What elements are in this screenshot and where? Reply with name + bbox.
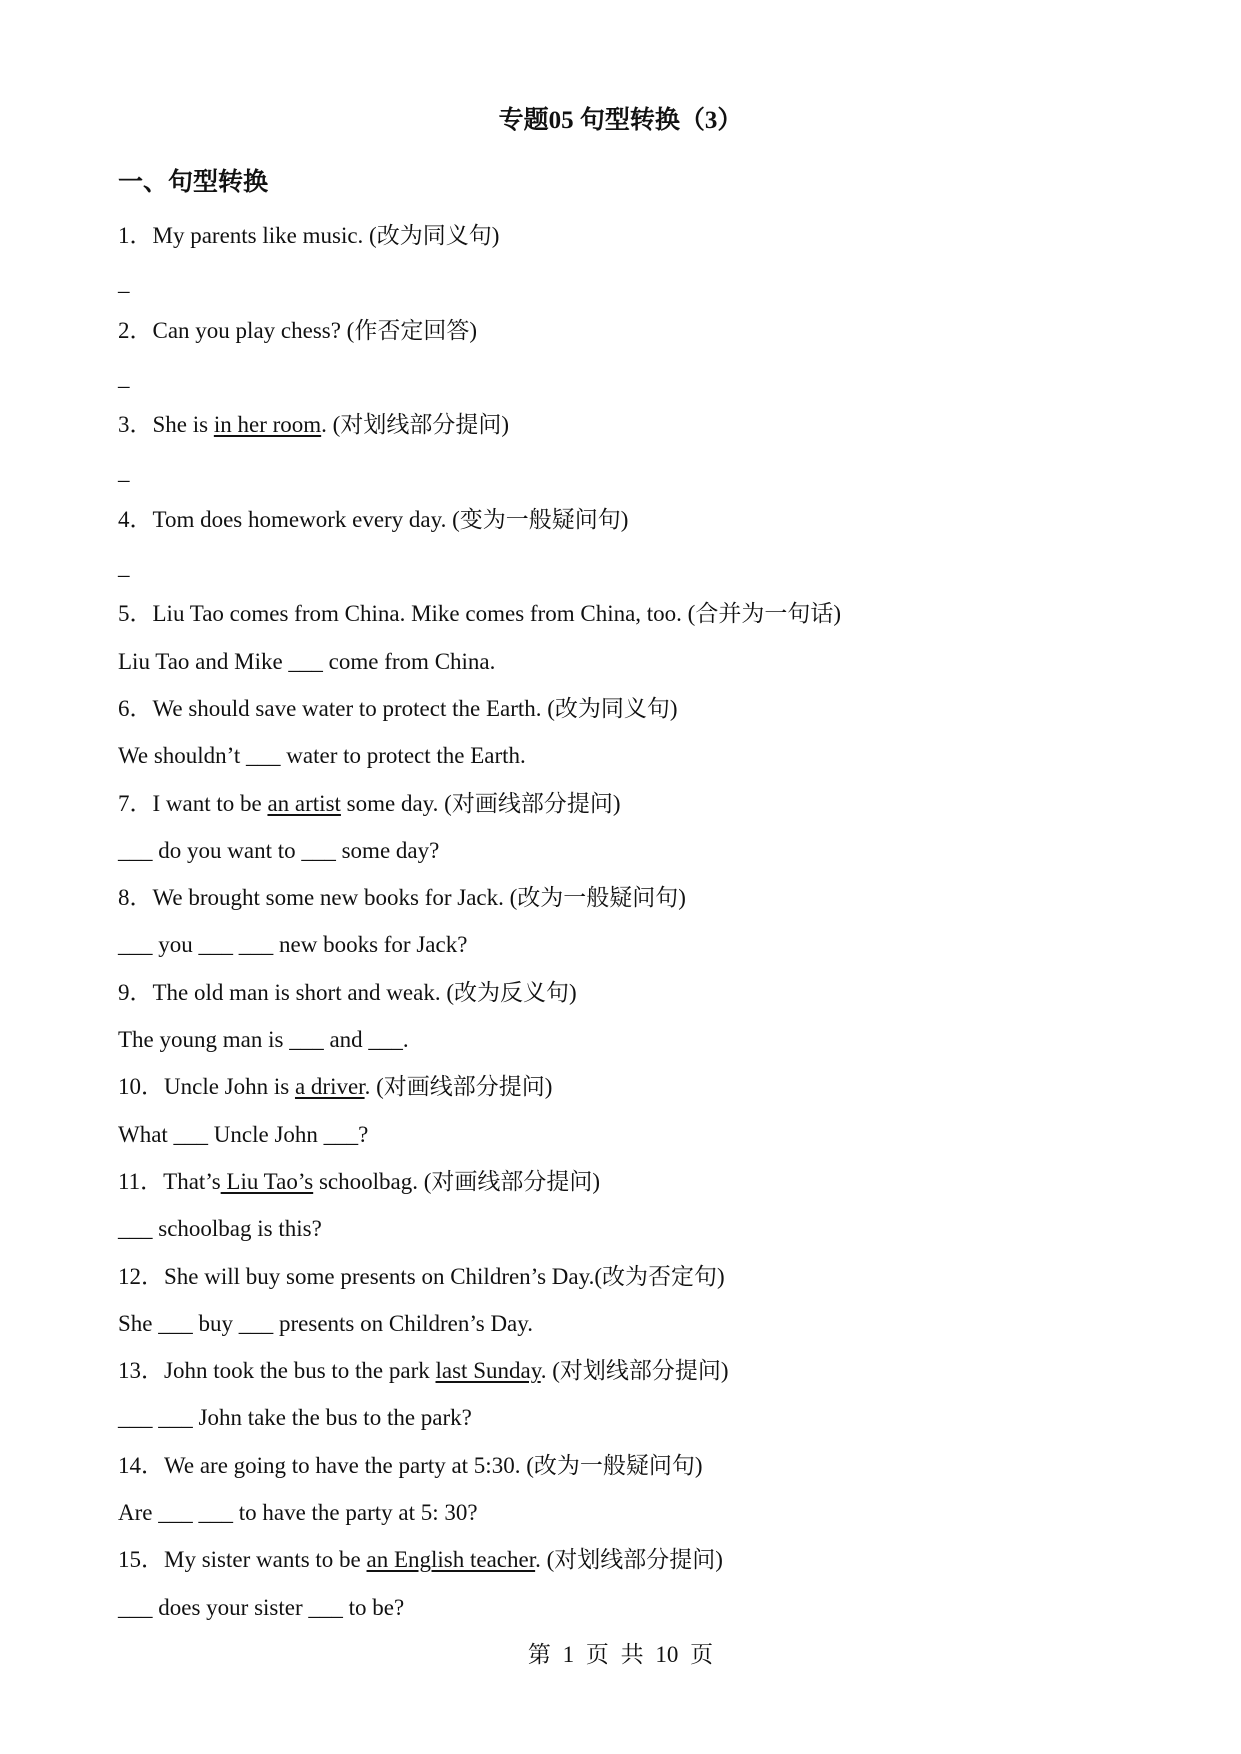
answer-sentence: The young man is ___ and ___. xyxy=(118,1027,409,1053)
question-text: Uncle John is xyxy=(164,1074,295,1100)
page-footer: 第 1 页 共 10 页 xyxy=(527,1642,714,1667)
question-number: 8． xyxy=(118,885,153,911)
question-4 xyxy=(118,496,1128,543)
question-text: She is xyxy=(152,412,214,438)
question-number: 1． xyxy=(118,223,153,248)
question-text: My sister wants to be xyxy=(164,1547,367,1573)
question-6 xyxy=(118,685,1128,732)
question-list xyxy=(118,212,1128,1631)
answer-sentence: ___ do you want to ___ some day? xyxy=(118,837,440,863)
answer-sentence: ___ you ___ ___ new books for Jack? xyxy=(118,932,468,958)
underlined-phrase: in her room xyxy=(213,412,322,438)
question-number: 7． xyxy=(118,790,153,816)
question-instruction: . (对画线部分提问) xyxy=(364,1074,553,1100)
question-number: 14． xyxy=(118,1452,164,1478)
answer-line-4 xyxy=(118,543,1128,590)
question-text: Liu Tao comes from China. Mike comes from China, too. (合并为一句话) xyxy=(152,601,841,627)
answer-line-7 xyxy=(118,827,1128,874)
question-text: We brought some new books for Jack. (改为一般疑问句) xyxy=(152,885,686,911)
question-11 xyxy=(118,1158,1128,1205)
section-heading: 一、句型转换 xyxy=(118,169,269,196)
answer-line-9 xyxy=(118,1016,1128,1063)
answer-line-10 xyxy=(118,1111,1128,1158)
answer-line-6 xyxy=(118,732,1128,779)
question-instruction: . (对划线部分提问) xyxy=(321,412,509,438)
question-3 xyxy=(118,401,1128,448)
answer-sentence: We shouldn’t ___ water to protect the Earth. xyxy=(118,743,526,769)
question-8 xyxy=(118,874,1128,921)
answer-blank: _ xyxy=(118,459,130,485)
question-text: She will buy some presents on Children’s Day.(改为否定句) xyxy=(164,1263,725,1289)
answer-sentence: She ___ buy ___ presents on Children’s Day. xyxy=(118,1310,534,1336)
answer-line-5 xyxy=(118,638,1128,685)
underlined-phrase: a driver xyxy=(294,1074,365,1100)
question-instruction: . (对划线部分提问) xyxy=(535,1547,723,1573)
question-instruction: schoolbag. (对画线部分提问) xyxy=(313,1168,601,1194)
question-number: 9． xyxy=(118,979,153,1005)
answer-line-15 xyxy=(118,1584,1128,1631)
question-number: 13． xyxy=(118,1358,164,1384)
question-number: 15． xyxy=(118,1547,164,1573)
underlined-phrase: an artist xyxy=(267,790,341,816)
question-number: 11． xyxy=(118,1168,164,1194)
answer-blank: _ xyxy=(118,554,130,580)
question-text: I want to be xyxy=(152,790,268,816)
underlined-phrase: last Sunday xyxy=(435,1358,541,1384)
question-2 xyxy=(118,307,1128,354)
answer-blank: _ xyxy=(118,364,130,390)
answer-sentence: What ___ Uncle John ___? xyxy=(118,1121,369,1147)
underlined-phrase: an English teacher xyxy=(366,1547,536,1573)
question-text: Can you play chess? (作否定回答) xyxy=(152,317,477,343)
answer-line-13 xyxy=(118,1394,1128,1441)
question-text: My parents like music. (改为同义句) xyxy=(152,223,500,248)
question-10 xyxy=(118,1063,1128,1110)
question-15 xyxy=(118,1536,1128,1583)
answer-line-11 xyxy=(118,1205,1128,1252)
question-1 xyxy=(118,212,1128,259)
answer-line-1 xyxy=(118,259,1128,306)
question-5 xyxy=(118,590,1128,637)
answer-line-8 xyxy=(118,921,1128,968)
question-text: The old man is short and weak. (改为反义句) xyxy=(152,979,577,1005)
question-text: Tom does homework every day. (变为一般疑问句) xyxy=(152,506,629,532)
question-text: We are going to have the party at 5:30. (改为一般疑问句) xyxy=(164,1452,703,1478)
answer-sentence: ___ ___ John take the bus to the park? xyxy=(118,1405,472,1431)
question-number: 4． xyxy=(118,506,153,532)
answer-line-2 xyxy=(118,354,1128,401)
question-number: 6． xyxy=(118,695,153,721)
answer-sentence: Liu Tao and Mike ___ come from China. xyxy=(118,648,496,674)
question-text: John took the bus to the park xyxy=(164,1358,436,1384)
question-number: 3． xyxy=(118,412,153,438)
question-13 xyxy=(118,1347,1128,1394)
answer-sentence: Are ___ ___ to have the party at 5: 30? xyxy=(118,1500,478,1526)
question-text: That’s xyxy=(163,1168,221,1194)
answer-line-14 xyxy=(118,1489,1128,1536)
question-number: 5． xyxy=(118,601,153,627)
question-text: We should save water to protect the Earth. (改为同义句) xyxy=(152,695,678,721)
answer-blank: _ xyxy=(118,270,130,296)
page-title: 专题05 句型转换（3） xyxy=(498,107,743,134)
answer-sentence: ___ schoolbag is this? xyxy=(118,1216,322,1242)
question-9 xyxy=(118,969,1128,1016)
question-instruction: . (对划线部分提问) xyxy=(540,1358,729,1384)
question-instruction: some day. (对画线部分提问) xyxy=(340,790,621,816)
answer-line-12 xyxy=(118,1300,1128,1347)
question-number: 10． xyxy=(118,1074,164,1100)
question-number: 12． xyxy=(118,1263,164,1289)
underlined-phrase: Liu Tao’s xyxy=(220,1168,314,1194)
question-7 xyxy=(118,780,1128,827)
question-12 xyxy=(118,1253,1128,1300)
question-number: 2． xyxy=(118,317,153,343)
answer-sentence: ___ does your sister ___ to be? xyxy=(118,1594,405,1620)
answer-line-3 xyxy=(118,448,1128,495)
question-14 xyxy=(118,1442,1128,1489)
